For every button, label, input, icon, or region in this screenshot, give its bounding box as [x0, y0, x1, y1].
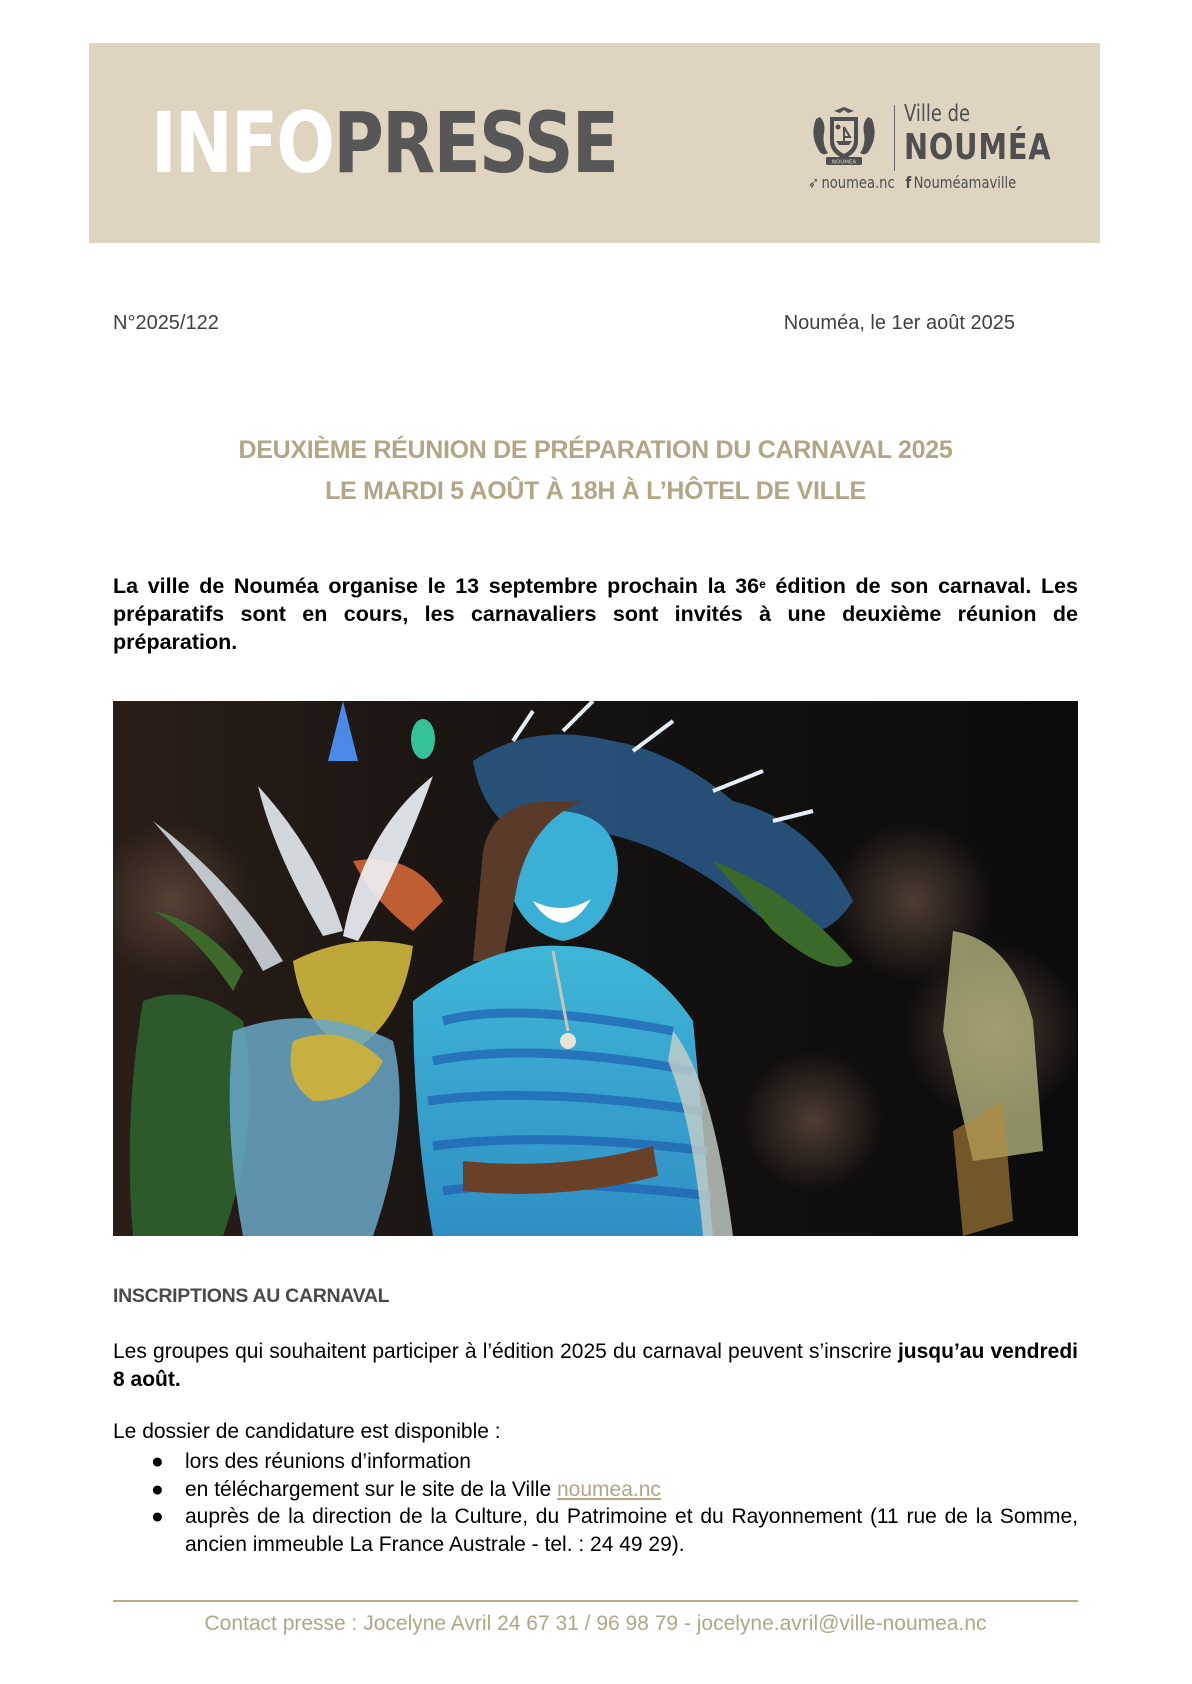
bullet-icon: ●: [151, 1450, 164, 1473]
press-contact: Contact presse : Jocelyne Avril 24 67 31 / 96 98 79 - jocelyne.avril@ville-noumea.nc: [204, 1612, 987, 1635]
logo-website: noumea.nc: [821, 173, 895, 192]
facebook-icon: f: [905, 173, 912, 192]
section-heading: INSCRIPTIONS AU CARNAVAL: [113, 1285, 390, 1307]
intro-paragraph: [113, 572, 1078, 656]
press-release-number: N°2025/122: [113, 312, 219, 334]
intro-superscript: e: [759, 577, 766, 591]
press-release-date: Nouméa, le 1er août 2025: [783, 312, 1015, 334]
rocket-icon: ➶: [808, 173, 819, 192]
carnival-photo: [113, 701, 1078, 1236]
logo-presse-text: PRESSE: [333, 94, 618, 192]
bullet-icon: ●: [151, 1477, 164, 1501]
ville-de-noumea-logo: [808, 101, 1052, 193]
carnival-photo-illustration: [113, 701, 1078, 1236]
headline-line-1: DEUXIÈME RÉUNION DE PRÉPARATION DU CARNAVAL 2025: [238, 436, 953, 464]
logo-ville-de: Ville de: [904, 101, 971, 127]
footer-divider: [113, 1600, 1078, 1602]
logo-socials: [808, 173, 1016, 192]
header-banner: [89, 43, 1100, 243]
logo-info-text: INFO: [151, 94, 334, 192]
list-item-text: auprès de la direction de la Culture, du Patrimoine et du Rayonnement (11 rue de la Somme, ancien immeuble La France Australe - tel. : 24 49 29).: [185, 1505, 1078, 1556]
list-item: [113, 1503, 1078, 1558]
logo-divider: [894, 105, 895, 171]
logo-facebook: Nouméamaville: [913, 173, 1017, 192]
bullet-icon: ●: [151, 1505, 164, 1528]
list-item: [113, 1476, 1078, 1504]
info-presse-logo: [151, 94, 618, 192]
intro-text-end: édition de son carnaval. Les préparatifs sont en cours, les carnavaliers sont invités à une deuxième réunion de préparation.: [113, 574, 1078, 654]
list-item-text: en téléchargement sur le site de la Ville: [185, 1477, 557, 1501]
registration-text: Les groupes qui souhaitent participer à l’édition 2025 du carnaval peuvent s’inscrire: [113, 1340, 898, 1363]
city-crest-icon: [808, 105, 880, 167]
list-item-text: lors des réunions d’information: [185, 1450, 471, 1473]
headline-line-2: LE MARDI 5 AOÛT À 18H À L’HÔTEL DE VILLE: [325, 477, 866, 505]
registration-paragraph: [113, 1338, 1078, 1394]
noumea-website-link[interactable]: noumea.nc: [557, 1477, 661, 1501]
availability-list: [113, 1448, 1078, 1558]
list-item: [113, 1448, 1078, 1476]
logo-noumea: NOUMÉA: [904, 127, 1052, 168]
svg-text:NOUMEA: NOUMEA: [831, 159, 857, 166]
intro-text-start: La ville de Nouméa organise le 13 septembre prochain la 36: [113, 574, 760, 598]
dossier-paragraph: Le dossier de candidature est disponible :: [113, 1420, 501, 1443]
registration-deadline: jusqu’au vendredi 8 août.: [113, 1340, 1079, 1391]
